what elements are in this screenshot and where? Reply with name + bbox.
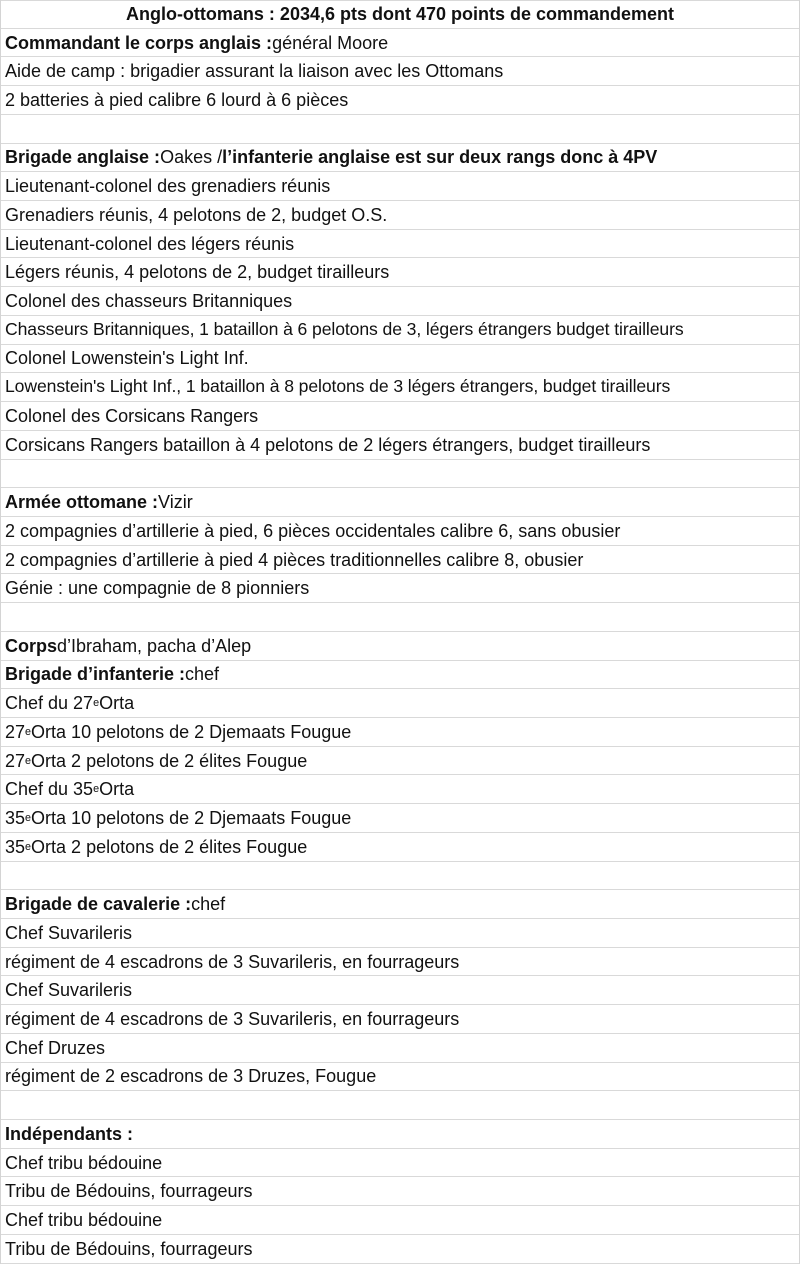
unit-row: Chef Druzes: [1, 1034, 799, 1063]
unit-row: Chef du 35 e Orta: [1, 775, 799, 804]
independents-label: Indépendants :: [5, 1123, 134, 1144]
empty-row: [1, 1091, 799, 1120]
unit-row: Légers réunis, 4 pelotons de 2, budget tirailleurs: [1, 258, 799, 287]
unit-row: 35 e Orta 2 pelotons de 2 élites Fougue: [1, 833, 799, 862]
empty-row: [1, 460, 799, 489]
unit-row: Chasseurs Britanniques, 1 bataillon à 6 pelotons de 3, légers étrangers budget tirailleurs: [1, 316, 799, 345]
infantry-brigade-commander: chef: [185, 664, 220, 685]
army-title: Anglo-ottomans : 2034,6 pts dont 470 points de commandement: [1, 0, 799, 29]
cavalry-brigade-label: Brigade de cavalerie :: [5, 894, 192, 915]
unit-row: Colonel des chasseurs Britanniques: [1, 287, 799, 316]
infantry-brigade-header: [1, 661, 799, 690]
ottoman-army-commander: Vizir: [158, 492, 193, 513]
unit-row: Génie : une compagnie de 8 pionniers: [1, 574, 799, 603]
unit-row: 27 e Orta 2 pelotons de 2 élites Fougue: [1, 747, 799, 776]
empty-row: [1, 603, 799, 632]
english-commander-label: Commandant le corps anglais :: [5, 32, 273, 53]
unit-row: régiment de 4 escadrons de 3 Suvarileris, en fourrageurs: [1, 1005, 799, 1034]
unit-row: 2 compagnies d’artillerie à pied, 6 pièces occidentales calibre 6, sans obusier: [1, 517, 799, 546]
cavalry-brigade-commander: chef: [191, 894, 226, 915]
ottoman-army-header: [1, 488, 799, 517]
english-brigade-note: l’infanterie anglaise est sur deux rangs donc à 4PV: [222, 147, 658, 168]
unit-row: Chef Suvarileris: [1, 976, 799, 1005]
batteries-row: 2 batteries à pied calibre 6 lourd à 6 pièces: [1, 86, 799, 115]
english-commander-row: [1, 29, 799, 58]
ottoman-army-label: Armée ottomane :: [5, 492, 159, 513]
corps-name: d’Ibraham, pacha d’Alep: [57, 635, 252, 656]
unit-row: 35 e Orta 10 pelotons de 2 Djemaats Fougue: [1, 804, 799, 833]
unit-row: Tribu de Bédouins, fourrageurs: [1, 1235, 799, 1264]
unit-row: Lowenstein's Light Inf., 1 bataillon à 8 pelotons de 3 légers étrangers, budget tirailleurs: [1, 373, 799, 402]
unit-row: Chef tribu bédouine: [1, 1149, 799, 1178]
english-commander-name: général Moore: [272, 32, 389, 53]
aide-de-camp-row: Aide de camp : brigadier assurant la liaison avec les Ottomans: [1, 57, 799, 86]
empty-row: [1, 862, 799, 891]
corps-label: Corps: [5, 635, 58, 656]
independents-header: [1, 1120, 799, 1149]
infantry-brigade-label: Brigade d’infanterie :: [5, 664, 186, 685]
corps-header: [1, 632, 799, 661]
unit-row: 27 e Orta 10 pelotons de 2 Djemaats Fougue: [1, 718, 799, 747]
unit-row: Chef Suvarileris: [1, 919, 799, 948]
unit-row: Chef du 27 e Orta: [1, 689, 799, 718]
unit-row: 2 compagnies d’artillerie à pied 4 pièces traditionnelles calibre 8, obusier: [1, 546, 799, 575]
english-brigade-header: [1, 144, 799, 173]
unit-row: Lieutenant-colonel des grenadiers réunis: [1, 172, 799, 201]
unit-row: Colonel des Corsicans Rangers: [1, 402, 799, 431]
unit-row: régiment de 4 escadrons de 3 Suvarileris, en fourrageurs: [1, 948, 799, 977]
english-brigade-label: Brigade anglaise :: [5, 147, 161, 168]
unit-row: Tribu de Bédouins, fourrageurs: [1, 1177, 799, 1206]
unit-row: Lieutenant-colonel des légers réunis: [1, 230, 799, 259]
unit-row: Corsicans Rangers bataillon à 4 pelotons de 2 légers étrangers, budget tirailleurs: [1, 431, 799, 460]
unit-row: Grenadiers réunis, 4 pelotons de 2, budget O.S.: [1, 201, 799, 230]
unit-row: Colonel Lowenstein's Light Inf.: [1, 345, 799, 374]
cavalry-brigade-header: [1, 890, 799, 919]
empty-row: [1, 115, 799, 144]
unit-row: Chef tribu bédouine: [1, 1206, 799, 1235]
english-brigade-commander: Oakes /: [160, 147, 223, 168]
unit-row: régiment de 2 escadrons de 3 Druzes, Fougue: [1, 1063, 799, 1092]
